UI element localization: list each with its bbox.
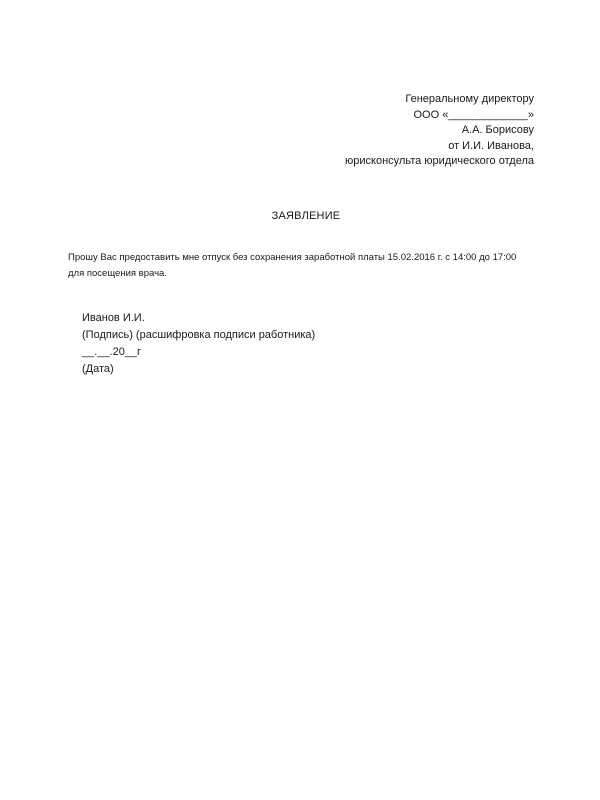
- sender-name: от И.И. Иванова,: [448, 139, 534, 152]
- addressee-block: [345, 92, 534, 170]
- addressee-position: Генеральному директору: [405, 93, 534, 105]
- request-text: Прошу Вас предоставить мне отпуск без сохранения заработной платы 15.02.2016 г. с 14:00 до 17:00 для посещения врача.: [68, 252, 517, 279]
- document-title: ЗАЯВЛЕНИЕ: [271, 210, 341, 222]
- sender-position: юрисконсульта юридического отдела: [345, 155, 534, 167]
- signature-block: [82, 310, 315, 378]
- signer-name: Иванов И.И.: [82, 312, 145, 324]
- date-blank: __.__.20__г: [82, 346, 142, 358]
- signature-caption: (Подпись) (расшифровка подписи работника): [82, 329, 316, 341]
- addressee-name: А.А. Борисову: [461, 124, 534, 136]
- date-caption: (Дата): [82, 363, 114, 375]
- addressee-company: ООО «_____________»: [413, 108, 534, 121]
